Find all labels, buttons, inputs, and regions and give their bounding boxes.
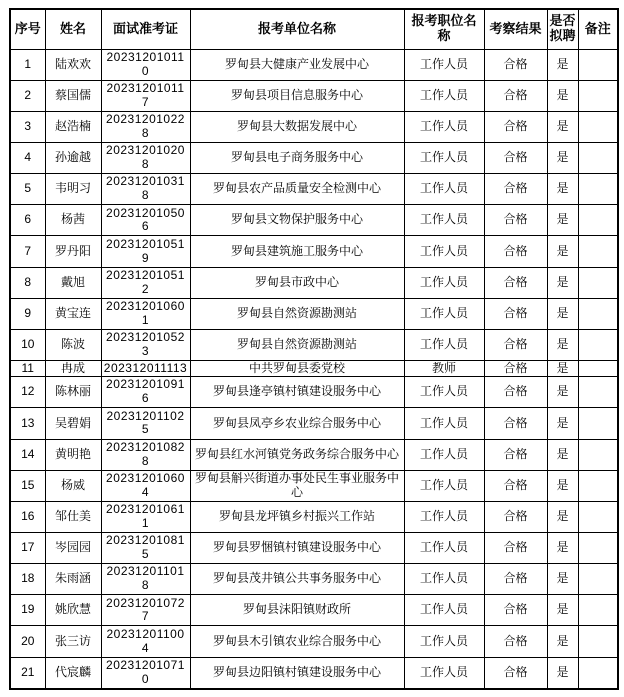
cell-hire: 是 xyxy=(547,361,578,377)
cell-remark xyxy=(578,205,618,236)
cell-hire: 是 xyxy=(547,564,578,595)
cell-name: 韦明习 xyxy=(45,174,101,205)
cell-ticket: 202312010512 xyxy=(101,267,190,298)
cell-position: 教师 xyxy=(404,361,484,377)
cell-name: 戴旭 xyxy=(45,267,101,298)
header-row xyxy=(10,9,618,49)
cell-remark xyxy=(578,595,618,626)
cell-name: 陈林丽 xyxy=(45,377,101,408)
table-header xyxy=(10,9,618,49)
cell-ticket: 202312011004 xyxy=(101,626,190,657)
cell-unit: 罗甸县电子商务服务中心 xyxy=(190,142,404,173)
cell-seq: 9 xyxy=(10,298,45,329)
cell-hire: 是 xyxy=(547,174,578,205)
cell-position: 工作人员 xyxy=(404,470,484,501)
cell-hire: 是 xyxy=(547,236,578,267)
cell-name: 邹仕美 xyxy=(45,501,101,532)
table-body xyxy=(10,49,618,689)
cell-result: 合格 xyxy=(484,408,547,439)
cell-ticket: 202312010815 xyxy=(101,532,190,563)
cell-hire: 是 xyxy=(547,532,578,563)
cell-ticket: 202312010611 xyxy=(101,501,190,532)
cell-hire: 是 xyxy=(547,408,578,439)
cell-hire: 是 xyxy=(547,80,578,111)
cell-remark xyxy=(578,532,618,563)
cell-name: 孙逾越 xyxy=(45,142,101,173)
cell-unit: 罗甸县木引镇农业综合服务中心 xyxy=(190,626,404,657)
header-remark: 备注 xyxy=(578,9,618,49)
cell-seq: 16 xyxy=(10,501,45,532)
cell-hire: 是 xyxy=(547,595,578,626)
cell-hire: 是 xyxy=(547,329,578,360)
cell-name: 黄明艳 xyxy=(45,439,101,470)
table-row xyxy=(10,564,618,595)
cell-hire: 是 xyxy=(547,470,578,501)
cell-position: 工作人员 xyxy=(404,377,484,408)
cell-unit: 罗甸县龙坪镇乡村振兴工作站 xyxy=(190,501,404,532)
cell-result: 合格 xyxy=(484,564,547,595)
cell-seq: 11 xyxy=(10,361,45,377)
cell-position: 工作人员 xyxy=(404,657,484,689)
cell-ticket: 202312010523 xyxy=(101,329,190,360)
cell-unit: 罗甸县茂井镇公共事务服务中心 xyxy=(190,564,404,595)
cell-position: 工作人员 xyxy=(404,80,484,111)
cell-result: 合格 xyxy=(484,657,547,689)
cell-ticket: 202312010110 xyxy=(101,49,190,80)
cell-ticket: 202312011025 xyxy=(101,408,190,439)
cell-hire: 是 xyxy=(547,626,578,657)
cell-hire: 是 xyxy=(547,142,578,173)
cell-name: 冉成 xyxy=(45,361,101,377)
cell-ticket: 202312010828 xyxy=(101,439,190,470)
header-result: 考察结果 xyxy=(484,9,547,49)
header-ticket: 面试准考证 xyxy=(101,9,190,49)
cell-ticket: 202312010916 xyxy=(101,377,190,408)
cell-result: 合格 xyxy=(484,532,547,563)
cell-ticket: 202312010318 xyxy=(101,174,190,205)
cell-seq: 2 xyxy=(10,80,45,111)
cell-remark xyxy=(578,267,618,298)
cell-name: 姚欣慧 xyxy=(45,595,101,626)
cell-result: 合格 xyxy=(484,501,547,532)
cell-position: 工作人员 xyxy=(404,205,484,236)
cell-remark xyxy=(578,408,618,439)
table-row xyxy=(10,626,618,657)
cell-remark xyxy=(578,298,618,329)
cell-name: 朱雨涵 xyxy=(45,564,101,595)
cell-remark xyxy=(578,329,618,360)
cell-remark xyxy=(578,439,618,470)
cell-position: 工作人员 xyxy=(404,595,484,626)
cell-name: 杨威 xyxy=(45,470,101,501)
cell-position: 工作人员 xyxy=(404,626,484,657)
cell-remark xyxy=(578,470,618,501)
cell-result: 合格 xyxy=(484,111,547,142)
cell-unit: 罗甸县罗悃镇村镇建设服务中心 xyxy=(190,532,404,563)
cell-position: 工作人员 xyxy=(404,439,484,470)
cell-result: 合格 xyxy=(484,361,547,377)
cell-hire: 是 xyxy=(547,298,578,329)
cell-result: 合格 xyxy=(484,174,547,205)
table-row xyxy=(10,267,618,298)
cell-seq: 21 xyxy=(10,657,45,689)
cell-unit: 罗甸县自然资源勘测站 xyxy=(190,298,404,329)
cell-remark xyxy=(578,80,618,111)
cell-seq: 6 xyxy=(10,205,45,236)
cell-seq: 4 xyxy=(10,142,45,173)
cell-position: 工作人员 xyxy=(404,329,484,360)
cell-remark xyxy=(578,657,618,689)
cell-name: 蔡国儒 xyxy=(45,80,101,111)
cell-unit: 罗甸县斛兴街道办事处民生事业服务中心 xyxy=(190,470,404,501)
cell-name: 杨茜 xyxy=(45,205,101,236)
table-row xyxy=(10,501,618,532)
cell-remark xyxy=(578,564,618,595)
cell-unit: 罗甸县文物保护服务中心 xyxy=(190,205,404,236)
cell-position: 工作人员 xyxy=(404,236,484,267)
cell-seq: 12 xyxy=(10,377,45,408)
cell-result: 合格 xyxy=(484,267,547,298)
cell-result: 合格 xyxy=(484,142,547,173)
cell-seq: 1 xyxy=(10,49,45,80)
cell-name: 陆欢欢 xyxy=(45,49,101,80)
cell-remark xyxy=(578,626,618,657)
table-row xyxy=(10,142,618,173)
cell-unit: 罗甸县沫阳镇财政所 xyxy=(190,595,404,626)
table-row xyxy=(10,236,618,267)
cell-name: 张三访 xyxy=(45,626,101,657)
cell-seq: 5 xyxy=(10,174,45,205)
cell-position: 工作人员 xyxy=(404,408,484,439)
cell-seq: 20 xyxy=(10,626,45,657)
cell-remark xyxy=(578,236,618,267)
cell-seq: 18 xyxy=(10,564,45,595)
cell-name: 黄宝连 xyxy=(45,298,101,329)
cell-ticket: 202312010727 xyxy=(101,595,190,626)
cell-name: 赵浩楠 xyxy=(45,111,101,142)
cell-hire: 是 xyxy=(547,49,578,80)
cell-seq: 13 xyxy=(10,408,45,439)
cell-unit: 罗甸县边阳镇村镇建设服务中心 xyxy=(190,657,404,689)
cell-ticket: 202312010710 xyxy=(101,657,190,689)
cell-result: 合格 xyxy=(484,80,547,111)
cell-ticket: 202312010506 xyxy=(101,205,190,236)
table-row xyxy=(10,80,618,111)
cell-result: 合格 xyxy=(484,49,547,80)
cell-ticket: 202312010601 xyxy=(101,298,190,329)
cell-ticket: 202312010228 xyxy=(101,111,190,142)
cell-unit: 罗甸县农产品质量安全检测中心 xyxy=(190,174,404,205)
cell-position: 工作人员 xyxy=(404,174,484,205)
cell-ticket: 202312011018 xyxy=(101,564,190,595)
cell-ticket: 202312010117 xyxy=(101,80,190,111)
cell-name: 罗丹阳 xyxy=(45,236,101,267)
cell-result: 合格 xyxy=(484,439,547,470)
cell-ticket: 202312010519 xyxy=(101,236,190,267)
table-row xyxy=(10,49,618,80)
cell-hire: 是 xyxy=(547,377,578,408)
cell-hire: 是 xyxy=(547,501,578,532)
table-row xyxy=(10,657,618,689)
cell-result: 合格 xyxy=(484,377,547,408)
cell-position: 工作人员 xyxy=(404,532,484,563)
cell-unit: 罗甸县凤亭乡农业综合服务中心 xyxy=(190,408,404,439)
table-row xyxy=(10,111,618,142)
header-hire: 是否拟聘 xyxy=(547,9,578,49)
table-row xyxy=(10,329,618,360)
cell-name: 陈波 xyxy=(45,329,101,360)
cell-remark xyxy=(578,142,618,173)
cell-result: 合格 xyxy=(484,205,547,236)
cell-remark xyxy=(578,377,618,408)
table-row xyxy=(10,532,618,563)
cell-unit: 罗甸县红水河镇党务政务综合服务中心 xyxy=(190,439,404,470)
table-row xyxy=(10,361,618,377)
cell-name: 吴碧娟 xyxy=(45,408,101,439)
cell-remark xyxy=(578,49,618,80)
cell-ticket: 202312011113 xyxy=(101,361,190,377)
cell-remark xyxy=(578,111,618,142)
cell-position: 工作人员 xyxy=(404,111,484,142)
cell-ticket: 202312010604 xyxy=(101,470,190,501)
cell-result: 合格 xyxy=(484,329,547,360)
cell-remark xyxy=(578,174,618,205)
table-row xyxy=(10,174,618,205)
cell-hire: 是 xyxy=(547,439,578,470)
cell-hire: 是 xyxy=(547,657,578,689)
cell-hire: 是 xyxy=(547,267,578,298)
header-name: 姓名 xyxy=(45,9,101,49)
cell-unit: 罗甸县建筑施工服务中心 xyxy=(190,236,404,267)
cell-unit: 罗甸县逢亭镇村镇建设服务中心 xyxy=(190,377,404,408)
cell-seq: 3 xyxy=(10,111,45,142)
cell-seq: 15 xyxy=(10,470,45,501)
cell-unit: 罗甸县大健康产业发展中心 xyxy=(190,49,404,80)
cell-unit: 中共罗甸县委党校 xyxy=(190,361,404,377)
header-position: 报考职位名称 xyxy=(404,9,484,49)
cell-unit: 罗甸县自然资源勘测站 xyxy=(190,329,404,360)
table-row xyxy=(10,408,618,439)
cell-result: 合格 xyxy=(484,236,547,267)
cell-position: 工作人员 xyxy=(404,267,484,298)
cell-seq: 17 xyxy=(10,532,45,563)
cell-remark xyxy=(578,501,618,532)
cell-result: 合格 xyxy=(484,470,547,501)
cell-result: 合格 xyxy=(484,626,547,657)
cell-result: 合格 xyxy=(484,298,547,329)
cell-ticket: 202312010208 xyxy=(101,142,190,173)
cell-seq: 19 xyxy=(10,595,45,626)
cell-position: 工作人员 xyxy=(404,49,484,80)
header-unit: 报考单位名称 xyxy=(190,9,404,49)
cell-seq: 8 xyxy=(10,267,45,298)
cell-unit: 罗甸县大数据发展中心 xyxy=(190,111,404,142)
cell-seq: 10 xyxy=(10,329,45,360)
table-row xyxy=(10,470,618,501)
table-row xyxy=(10,595,618,626)
candidate-results-table xyxy=(9,8,619,690)
table-row xyxy=(10,205,618,236)
cell-position: 工作人员 xyxy=(404,564,484,595)
cell-unit: 罗甸县项目信息服务中心 xyxy=(190,80,404,111)
cell-position: 工作人员 xyxy=(404,501,484,532)
table-row xyxy=(10,298,618,329)
cell-name: 岑园园 xyxy=(45,532,101,563)
cell-name: 代宸麟 xyxy=(45,657,101,689)
cell-hire: 是 xyxy=(547,205,578,236)
cell-seq: 7 xyxy=(10,236,45,267)
cell-seq: 14 xyxy=(10,439,45,470)
cell-result: 合格 xyxy=(484,595,547,626)
cell-remark xyxy=(578,361,618,377)
cell-position: 工作人员 xyxy=(404,142,484,173)
header-seq: 序号 xyxy=(10,9,45,49)
cell-position: 工作人员 xyxy=(404,298,484,329)
cell-hire: 是 xyxy=(547,111,578,142)
table-row xyxy=(10,439,618,470)
table-row xyxy=(10,377,618,408)
cell-unit: 罗甸县市政中心 xyxy=(190,267,404,298)
